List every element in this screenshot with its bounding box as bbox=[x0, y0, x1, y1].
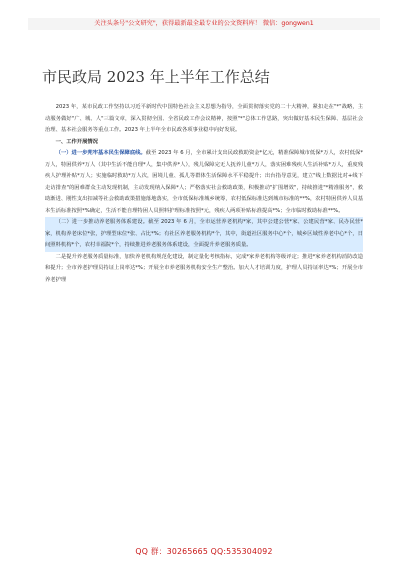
subsection-paragraph-3: 二是提升养老服务质量标准，加快养老机构规范化建设，制定量化考核指标，完成*家养老机构等级评定；推进*家养老机构消防改造和提升；全市养老护理员持证上岗率达*%；开展全市养老服务机构安全生产整治。加大人才培训力度，护理人员持证率达*%；开展全市养老护理 bbox=[45, 253, 363, 283]
document-body bbox=[45, 102, 363, 286]
subsection-body-1: 截至 2023 年 6 月，全市累计支出民政救助资金*亿元，精准保障城市低保*万人，农村低保*万人，特困供养*万人（其中生活不能自理*人，集中供养*人），残儿保障完无人抚养儿童*万人，落实困难残疾人生活补贴*万人，重度残疾人护理补贴*万人；实施临时救助*万人次，困境儿童、孤儿等群体生活保障水平平稳提升；出台指导意见，建立"线上数据比对+线下走访排查"的困难群众主动发现机制，主动发现纳入保障*人；严格落实社会救助政策，积极推动"扩围增效"，持续推进"*精准服务"，救助渐进、刚性支出扣减等社会救助政策措施落地落实，全市低保标准城乡统筹，农村低保标准达到城市标准的**%，农村特困供养人员基本生活标准按照*%确定，生活不能自理特困人员照料护理标准按照*元，残疾人两项补贴标准提高*%；全市临时救助标准**%。 bbox=[45, 150, 363, 214]
subsection-paragraph-1 bbox=[45, 148, 363, 217]
subsection-paragraph-2: （二）进一步推动养老服务体系建设。截至 2023 年 6 月，全市运营养老机构*家，其中公建公营*家、公建民营*家、民办民营*家，机构养老床位*张，护理型床位*张、占比*%；有社区养老服务机构*个，其中，街道社区服务中心*个，城乡区域性养老中心*个，日间照料机构*个，农村幸福院*个，持续推进养老服务体系建设，全面提升养老服务质量。 bbox=[45, 217, 363, 252]
subsection-heading-1: （一）进一步兜牢基本民生保障底线。 bbox=[55, 150, 146, 156]
intro-paragraph: 2023 年，某市民政工作坚持以习近平新时代中国特色社会主义思想为指导，全面贯彻落实党的二十大精神，紧扣走在"*"战略，主动服务做好"广、城、人"三篇文章，深入贯彻全国、全省民政工作会议精神，按照"*"总体工作思路，突出做好基本民生保障、基层社会治理、基本社会服务等重点工作。2023 年上半年全市民政各项事业稳中向好发展。 bbox=[45, 104, 363, 133]
document-title: 市民政局 2023 年上半年工作总结 bbox=[42, 68, 270, 86]
contact-footer: QQ 群：30265665 QQ:535304092 bbox=[135, 547, 273, 556]
promo-banner: 关注头条号"公文研究"，获得最新最全最专业的公文资料库！ 微信：gongwen1 bbox=[28, 18, 380, 30]
section-heading: 一、工作开展情况 bbox=[55, 138, 98, 145]
